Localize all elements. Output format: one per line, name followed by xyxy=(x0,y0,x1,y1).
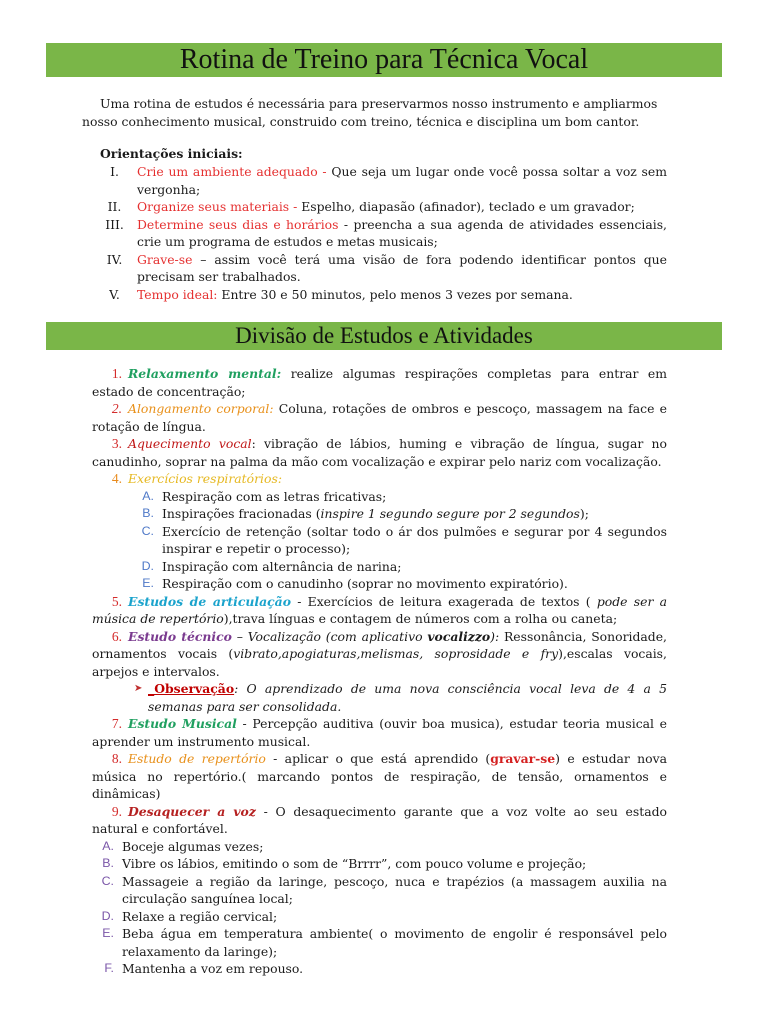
sub-text: Respiração com as letras fricativas; xyxy=(162,488,387,504)
activity-item xyxy=(92,715,667,750)
activity-label: Alongamento corporal: xyxy=(128,401,274,416)
activity-text: Coluna, rotações de ombros e pescoço, massagem na face e rotação de língua. xyxy=(92,401,667,434)
sub-item xyxy=(84,873,667,908)
item-number: 8. xyxy=(111,751,122,766)
sub-letter: C. xyxy=(101,873,114,888)
sub-text: Boceje algumas vezes; xyxy=(122,838,264,854)
sub-letter: E. xyxy=(102,926,114,940)
activity-text: Ressonância, Sonoridade, ornamentos vocais ( xyxy=(92,628,667,661)
roman-numeral: III. xyxy=(105,216,124,232)
sub-text: Mantenha a voz em repouso. xyxy=(122,961,304,976)
sub-item xyxy=(92,575,667,593)
orientation-label: Organize seus materiais - xyxy=(137,199,298,214)
item-number: 1. xyxy=(111,366,122,381)
activity-text-highlight: gravar-se xyxy=(490,751,556,766)
item-number: 9. xyxy=(111,803,122,819)
sub-text: ); xyxy=(579,506,589,521)
intro-paragraph: Uma rotina de estudos é necessária para preservarmos nosso instrumento e ampliarmos nosso conhecimento musical, construido com treino, técnica e disciplina um bom cantor. xyxy=(82,96,658,129)
sub-text: Massageie a região da laringe, pescoço, nuca e trapézios (a massagem auxilia na circulação sanguínea local; xyxy=(122,873,667,906)
orientation-text: Que seja um lugar onde você possa soltar a voz sem vergonha; xyxy=(137,164,668,197)
activity-item xyxy=(92,628,667,681)
app-name: vocalizzo xyxy=(427,628,491,644)
activity-item xyxy=(92,400,667,435)
orientation-text: – assim você terá uma visão de fora podendo identificar pontos que precisam ser trabalhados. xyxy=(137,251,667,284)
sub-text: Vibre os lábios, emitindo o som de “Brrrr”, com pouco volume e projeção; xyxy=(122,856,587,871)
pointer-icon: ➤ xyxy=(134,683,143,694)
item-number: 4. xyxy=(111,471,122,486)
roman-numeral: V. xyxy=(109,286,120,302)
activity-item xyxy=(92,750,667,803)
sub-text: Inspirações fracionadas ( xyxy=(162,506,321,521)
orientation-item xyxy=(92,198,667,216)
orientation-label: Tempo ideal: xyxy=(137,286,218,302)
activity-label: Estudo técnico xyxy=(128,628,232,644)
observation-colon: : xyxy=(234,681,239,696)
orientations-heading: Orientações iniciais: xyxy=(100,146,243,161)
sub-item xyxy=(84,960,667,978)
activity-item xyxy=(92,365,667,400)
roman-numeral: II. xyxy=(107,199,122,214)
activity-text: realize algumas respirações completas para entrar em estado de concentração; xyxy=(92,366,667,399)
sub-item xyxy=(92,558,667,576)
orientation-text: Espelho, diapasão (afinador), teclado e um gravador; xyxy=(297,199,635,214)
orientation-label: Crie um ambiente adequado - xyxy=(137,164,327,179)
sub-letter: C. xyxy=(141,523,154,538)
sub-text: Inspiração com alternância de narina; xyxy=(162,558,402,574)
sub-letter: E. xyxy=(142,576,154,590)
activity-text: - Percepção auditiva (ouvir boa musica), estudar teoria musical e aprender um instrumento musical. xyxy=(92,716,667,749)
orientation-label: Determine seus dias e horários xyxy=(137,216,339,232)
activity-text-italic: vibrato,apogiaturas,melismas, soprosidade e fry xyxy=(233,646,559,661)
activity-text-italic: Vocalização (com aplicativo xyxy=(247,628,428,644)
activity-item xyxy=(92,593,667,628)
activity-label: Exercícios respiratórios: xyxy=(128,471,282,486)
activity-label: Estudo de repertório xyxy=(128,751,266,766)
activity-text: ),escalas vocais, arpejos e intervalos. xyxy=(92,646,667,679)
orientation-item xyxy=(92,216,667,251)
roman-numeral: I. xyxy=(110,164,119,179)
item-number: 5. xyxy=(111,593,122,609)
sub-letter: A. xyxy=(102,838,114,853)
sub-item xyxy=(84,925,667,960)
observation-note xyxy=(92,680,667,715)
sub-text: Beba água em temperatura ambiente( o movimento de engolir é responsável pelo relaxamento da laringe); xyxy=(122,926,667,959)
sub-letter: D. xyxy=(141,558,154,573)
orientation-item xyxy=(92,251,667,286)
orientation-item xyxy=(92,286,667,304)
orientation-text: Entre 30 e 50 minutos, pelo menos 3 vezes por semana. xyxy=(217,286,573,302)
activity-label: Aquecimento vocal xyxy=(128,436,252,451)
sub-item xyxy=(84,838,667,856)
sub-text: Respiração com o canudinho (soprar no movimento expiratório). xyxy=(162,576,568,591)
activity-text-italic: ): xyxy=(490,628,500,644)
sub-text: Relaxe a região cervical; xyxy=(122,908,278,924)
activity-item xyxy=(92,803,667,838)
activity-text: - aplicar o que está aprendido ( xyxy=(265,751,491,766)
roman-numeral: IV. xyxy=(106,251,123,267)
activity-text: - Exercícios de leitura exagerada de textos ( xyxy=(290,593,591,609)
activity-text: ) e estudar nova música no repertório.( marcando pontos de respiração, de tensão, ornamentos e dinâmicas) xyxy=(92,751,667,801)
sub-text: Exercício de retenção (soltar todo o ár dos pulmões e segurar por 4 segundos inspirar e repetir o processo); xyxy=(162,523,667,556)
sub-letter: D. xyxy=(101,908,114,923)
item-number: 6. xyxy=(111,628,122,644)
sub-item xyxy=(92,488,667,506)
item-number: 3. xyxy=(111,436,122,451)
activity-text: – xyxy=(231,628,248,644)
sub-item xyxy=(92,505,667,523)
activity-text: : vibração de lábios, huming e vibração de língua, sugar no canudinho, soprar na palma da mão com vocalização e expirar pelo nariz com vocalização. xyxy=(92,436,667,469)
sub-item xyxy=(92,523,667,558)
orientation-label: Grave-se xyxy=(137,251,193,267)
sub-letter: A. xyxy=(142,488,154,503)
activity-label: Relaxamento mental: xyxy=(128,366,282,381)
activity-item xyxy=(92,470,667,488)
observation-label: _Observação xyxy=(148,681,235,696)
activity-text: ),trava línguas e contagem de números com a rolha ou caneta; xyxy=(223,611,618,626)
section-title: Divisão de Estudos e Atividades xyxy=(46,322,722,350)
sub-letter: B. xyxy=(142,506,154,520)
orientations-list xyxy=(92,163,667,303)
sub-letter: B. xyxy=(102,856,114,870)
sub-letter: F. xyxy=(104,961,114,975)
orientation-text: - preencha a sua agenda de atividades essenciais, crie um programa de estudos e metas musicais; xyxy=(137,216,667,249)
item-number: 2. xyxy=(111,401,122,416)
sub-text-italic: inspire 1 segundo segure por 2 segundos xyxy=(320,506,580,521)
activity-label: Estudos de articulação xyxy=(128,593,291,609)
activity-label: Desaquecer a voz xyxy=(128,803,256,819)
activity-label: Estudo Musical xyxy=(128,716,237,731)
activity-item xyxy=(92,435,667,470)
activity-text: - O desaquecimento garante que a voz volte ao seu estado natural e confortável. xyxy=(92,803,667,836)
item-number: 7. xyxy=(111,716,122,731)
orientation-item xyxy=(92,163,667,198)
page-title: Rotina de Treino para Técnica Vocal xyxy=(46,43,722,77)
sub-item xyxy=(84,908,667,926)
activities-list xyxy=(92,365,667,978)
observation-text: O aprendizado de uma nova consciência vocal leva de 4 a 5 semanas para ser consolidada. xyxy=(148,681,667,714)
activity-text-italic: pode ser a música de repertório xyxy=(92,593,667,626)
sub-item xyxy=(84,855,667,873)
